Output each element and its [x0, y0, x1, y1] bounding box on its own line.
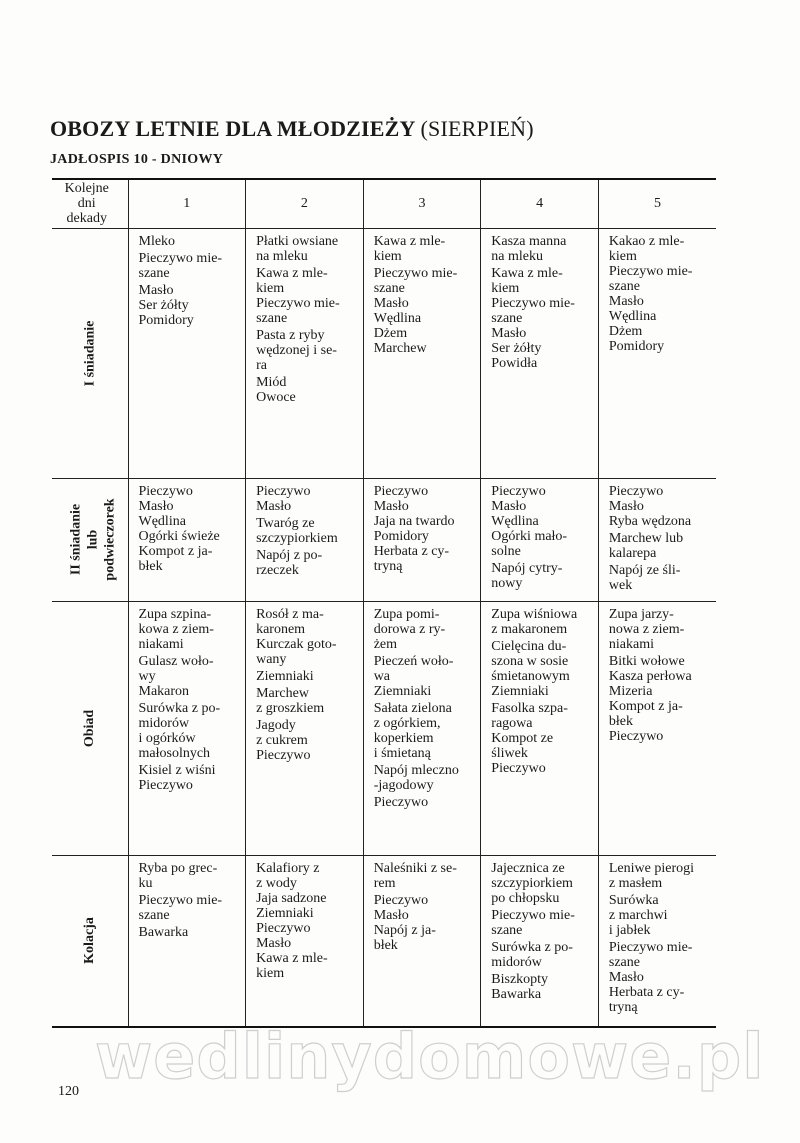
menu-item: Surówka z po- midorów [491, 939, 573, 970]
menu-cell-day-2 [246, 228, 364, 478]
menu-item: Ziemniaki [256, 668, 314, 684]
menu-cell-day-2 [246, 478, 364, 601]
menu-item: Sałata zielona z ogórkiem, koperkiem i śmietaną [373, 700, 452, 761]
meal-row-breakfast-2 [52, 478, 716, 601]
watermark: wedlinydomowe.pl [95, 1020, 765, 1093]
menu-item: Bawarka [138, 924, 189, 940]
page-number: 120 [58, 1084, 79, 1099]
menu-item: Pieczywo mie- szane Masło Wędlina Dżem Marchew [373, 265, 458, 356]
menu-item: Pieczywo Masło Napój z ja- błek [373, 892, 436, 953]
meal-label-cell [52, 478, 128, 601]
corner-header-label: Kolejne dni dekady [64, 181, 109, 227]
menu-cell-day-1 [128, 601, 246, 855]
menu-item: Pieczywo mie- szane [138, 892, 223, 923]
menu-item: Surówka z marchwi i jabłek [608, 892, 668, 938]
menu-item: Kasza manna na mleku [491, 233, 567, 264]
menu-item: Fasolka szpa- ragowa Kompot ze śliwek Pieczywo [491, 700, 568, 776]
menu-item: Jagody z cukrem Pieczywo [256, 717, 311, 763]
menu-cell-day-3 [363, 228, 481, 478]
meal-label-cell [52, 855, 128, 1027]
menu-cell-day-4 [481, 478, 599, 601]
menu-subtitle: JADŁOSPIS 10 - DNIOWY [50, 152, 224, 167]
menu-item: Pasta z ryby wędzonej i se- ra [256, 327, 337, 373]
menu-item: Pieczywo Masło Ryba wędzona [608, 483, 692, 529]
menu-item: Kawa z mle- kiem [373, 233, 446, 264]
menu-table [52, 178, 716, 1028]
page-title-main: OBOZY LETNIE DLA MŁODZIEŻY [50, 116, 415, 141]
menu-item: Masło Ser żółty Pomidory [138, 282, 194, 328]
menu-item: Kawa z mle- kiem Pieczywo mie- szane Masło Ser żółty Powidła [491, 265, 575, 371]
menu-cell-day-1 [128, 228, 246, 478]
menu-item: Pieczywo Masło Jaja na twardo Pomidory Herbata z cy- tryną [373, 483, 455, 574]
menu-cell-day-3 [363, 855, 481, 1027]
menu-item: Pieczywo Masło Wędlina Ogórki mało- solne [491, 483, 568, 559]
menu-item: Jajecznica ze szczypiorkiem po chłopsku [491, 860, 573, 906]
meal-row-breakfast-1 [52, 228, 716, 478]
corner-header [52, 179, 128, 228]
menu-item: Biszkopty Bawarka [491, 971, 549, 1002]
meal-label-cell [52, 601, 128, 855]
day-header-4: 4 [481, 179, 599, 228]
meal-label: II śniadanie lub podwieczorek [68, 498, 118, 581]
menu-item: Zupa pomi- dorowa z ry- żem [373, 606, 446, 652]
menu-item: Płatki owsiane na mleku [256, 233, 339, 264]
menu-item: Kawa z mle- kiem Pieczywo mie- szane [256, 265, 340, 326]
menu-item: Napój ze śli- wek [608, 562, 681, 593]
menu-item: Surówka z po- midorów i ogórków małosolnych [138, 700, 221, 761]
meal-row-supper [52, 855, 716, 1027]
menu-item: Cielęcina du- szona w sosie śmietanowym Ziemniaki [491, 638, 570, 699]
menu-cell-day-4 [481, 601, 599, 855]
menu-cell-day-5 [598, 855, 716, 1027]
meal-label-cell [52, 228, 128, 478]
menu-item: Kakao z mle- kiem Pieczywo mie- szane Masło Wędlina Dżem Pomidory [608, 233, 693, 354]
day-header-1: 1 [128, 179, 246, 228]
menu-item: Rosół z ma- karonem Kurczak goto- wany [256, 606, 337, 667]
menu-item: Napój cytry- nowy [491, 560, 563, 591]
menu-cell-day-1 [128, 855, 246, 1027]
menu-item: Marchew lub kalarepa [608, 530, 684, 561]
menu-cell-day-3 [363, 601, 481, 855]
menu-item: Pieczywo Masło Wędlina Ogórki świeże Kompot z ja- błek [138, 483, 220, 574]
menu-item: Kisiel z wiśni Pieczywo [138, 762, 216, 793]
menu-cell-day-3 [363, 478, 481, 601]
menu-item: Marchew z groszkiem [256, 685, 325, 716]
menu-item: Zupa jarzy- nowa z ziem- niakami [608, 606, 685, 652]
page-title [50, 116, 534, 142]
day-header-5: 5 [598, 179, 716, 228]
menu-item: Twaróg ze szczypiorkiem [256, 515, 338, 546]
menu-item: Naleśniki z se- rem [373, 860, 457, 891]
day-header-3: 3 [363, 179, 481, 228]
menu-item: Ryba po grec- ku [138, 860, 218, 891]
meal-label: I śniadanie [82, 320, 98, 386]
menu-cell-day-5 [598, 478, 716, 601]
menu-item: Pieczywo mie- szane [138, 250, 223, 281]
menu-item: Pieczywo mie- szane Masło Herbata z cy- tryną [608, 939, 693, 1015]
menu-item: Bitki wołowe Kasza perłowa Mizeria Kompot z ja- błek Pieczywo [608, 653, 692, 744]
meal-label: Obiad [82, 709, 98, 747]
menu-item: Kalafiory z z wody Jaja sadzone Ziemniaki Pieczywo Masło Kawa z mle- kiem [256, 860, 328, 981]
menu-cell-day-1 [128, 478, 246, 601]
header-row [52, 179, 716, 228]
menu-item: Gulasz woło- wy Makaron [138, 653, 214, 699]
menu-item: Napój z po- rzeczek [256, 547, 323, 578]
menu-body [52, 228, 716, 1027]
menu-cell-day-5 [598, 228, 716, 478]
menu-item: Pieczywo mie- szane [491, 907, 575, 938]
meal-label: Kolacja [82, 917, 98, 965]
menu-cell-day-2 [246, 855, 364, 1027]
page-title-sub: (SIERPIEŃ) [420, 116, 534, 141]
menu-cell-day-2 [246, 601, 364, 855]
menu-item: Pieczywo [373, 794, 429, 810]
menu-cell-day-5 [598, 601, 716, 855]
day-header-2: 2 [246, 179, 364, 228]
menu-cell-day-4 [481, 228, 599, 478]
menu-item: Napój mleczno -jagodowy [373, 762, 459, 793]
menu-item: Pieczeń woło- wa Ziemniaki [373, 653, 454, 699]
menu-item: Pieczywo Masło [256, 483, 311, 514]
menu-item: Zupa wiśniowa z makaronem [491, 606, 578, 637]
menu-item: Mleko [138, 233, 176, 249]
menu-cell-day-4 [481, 855, 599, 1027]
menu-item: Leniwe pierogi z masłem [608, 860, 695, 891]
menu-item: Miód Owoce [256, 374, 296, 405]
menu-item: Zupa szpina- kowa z ziem- niakami [138, 606, 214, 652]
meal-row-dinner [52, 601, 716, 855]
